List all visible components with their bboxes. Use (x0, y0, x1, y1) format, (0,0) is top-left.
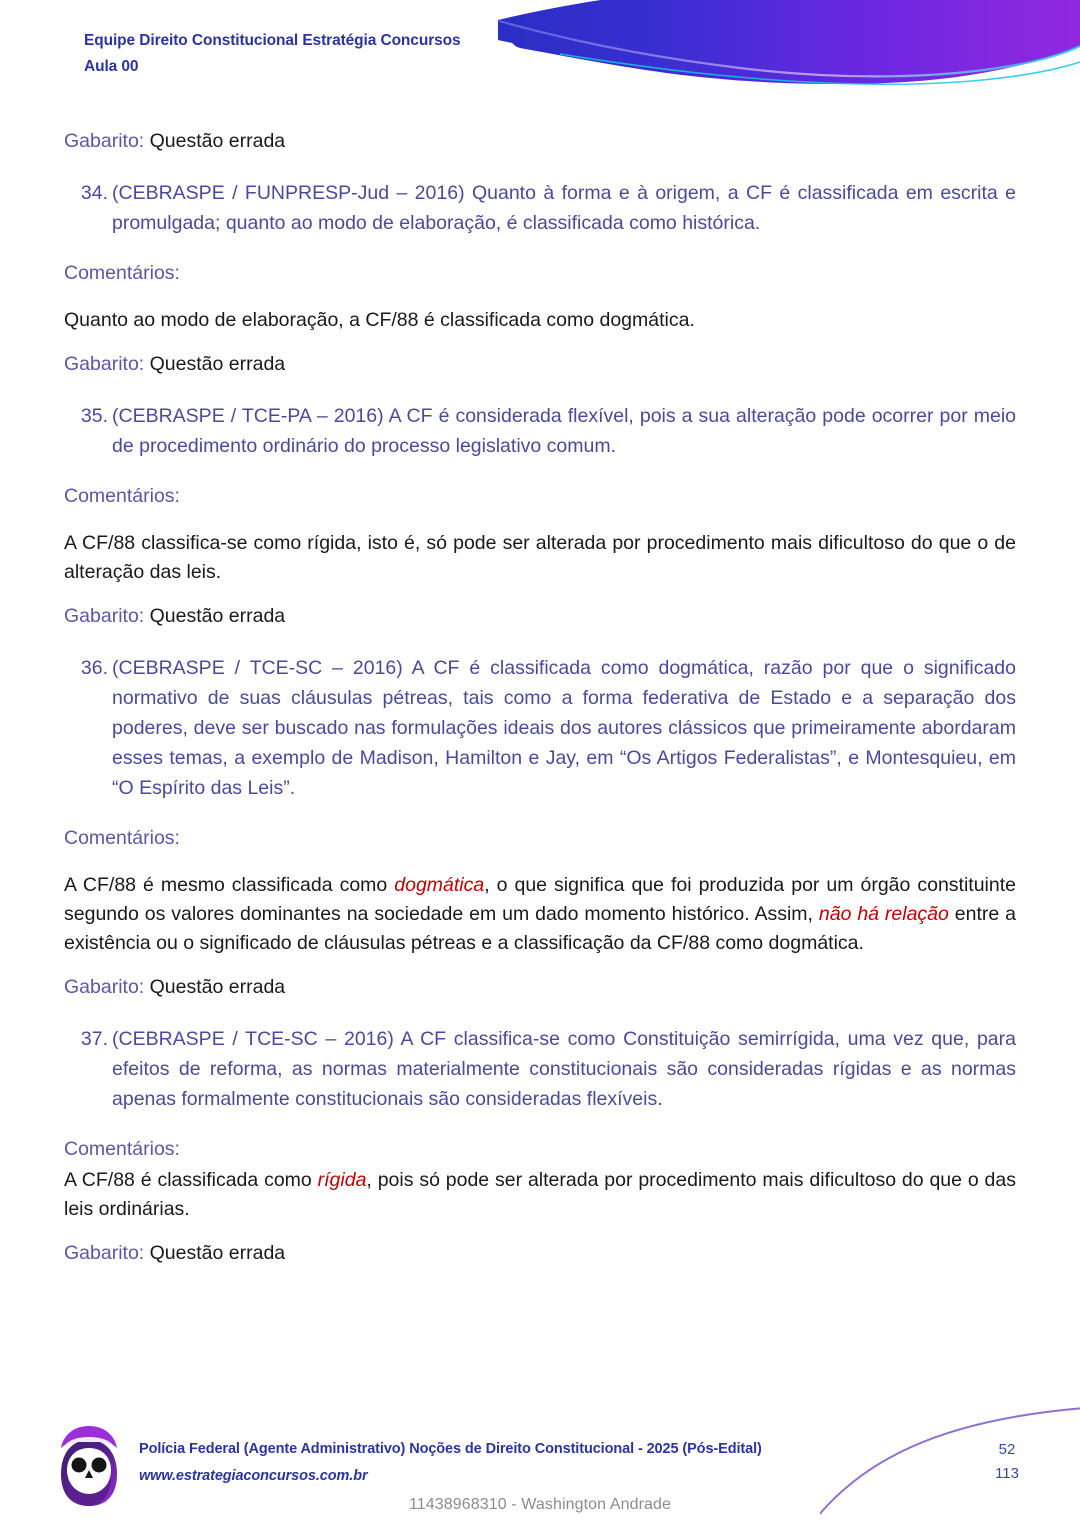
commentary-36-highlight-2: não há relação (818, 903, 949, 925)
gabarito-36 (64, 974, 1016, 1000)
comentarios-label-36: Comentários: (64, 827, 180, 849)
gabarito-35 (64, 603, 1016, 629)
document-body (0, 112, 1080, 1266)
question-37 (64, 1024, 1016, 1114)
footer-website-url[interactable]: www.estrategiaconcursos.com.br (139, 1468, 368, 1484)
commentary-36-part1: A CF/88 é mesmo classificada como (64, 874, 395, 896)
comentarios-label-35: Comentários: (64, 485, 180, 507)
question-36-text: (CEBRASPE / TCE-SC – 2016) A CF é classificada como dogmática, razão por que o significado normativo de suas cláusulas pétreas, tais como a forma federativa de Estado e a separação dos poderes, deve ser buscado nas formulações ideais dos autores clássicos que primeiramente abordaram esses temas, a exemplo de Madison, Hamilton e Jay, em “Os Artigos Federalistas”, e Montesquieu, em “O Espírito das Leis”. (112, 657, 1016, 799)
question-35-text: (CEBRASPE / TCE-PA – 2016) A CF é considerada flexível, pois a sua alteração pode ocorrer por meio de procedimento ordinário do processo legislativo comum. (112, 405, 1016, 457)
gabarito-value: Questão errada (144, 605, 286, 627)
gabarito-label: Gabarito: (64, 353, 145, 375)
gabarito-value: Questão errada (144, 353, 286, 375)
user-watermark: 11438968310 - Washington Andrade (408, 1496, 672, 1513)
commentary-37-highlight-1: rígida (317, 1169, 367, 1191)
page-number: 52 (998, 1441, 1016, 1458)
gabarito-33 (64, 128, 1016, 154)
gabarito-value: Questão errada (144, 1242, 286, 1264)
header-line-2: Aula 00 (84, 58, 139, 75)
commentary-36-highlight-1: dogmática (394, 874, 485, 896)
commentary-37 (64, 1166, 1016, 1224)
gabarito-label: Gabarito: (64, 605, 145, 627)
commentary-35: A CF/88 classifica-se como rígida, isto é, só pode ser alterada por procedimento mais dificultoso do que o de alteração das leis. (64, 532, 1016, 583)
gabarito-label: Gabarito: (64, 130, 145, 152)
question-35 (64, 401, 1016, 461)
header-line-1: Equipe Direito Constitucional Estratégia Concursos (84, 32, 461, 49)
gabarito-37 (64, 1240, 1016, 1266)
commentary-34: Quanto ao modo de elaboração, a CF/88 é classificada como dogmática. (64, 309, 695, 331)
question-34 (64, 178, 1016, 238)
commentary-37-part2: , pois só pode ser alterada por procedimento mais dificultoso do que o das leis ordinárias. (64, 1169, 1016, 1220)
question-34-text: (CEBRASPE / FUNPRESP-Jud – 2016) Quanto à forma e à origem, a CF é classificada em escrita e promulgada; quanto ao modo de elaboração, é classificada como histórica. (112, 182, 1016, 234)
gabarito-value: Questão errada (144, 976, 286, 998)
commentary-36-part2: , o que significa que foi produzida por um órgão constituinte segundo os valores dominantes na sociedade em um dado momento histórico. Assim, (64, 874, 1016, 925)
question-37-number: 37. (80, 1028, 108, 1050)
question-37-text: (CEBRASPE / TCE-SC – 2016) A CF classifica-se como Constituição semirrígida, uma vez que, para efeitos de reforma, as normas materialmente constitucionais são consideradas rígidas e as normas apenas formalmente constitucionais são consideradas flexíveis. (112, 1028, 1016, 1110)
question-36-number: 36. (80, 657, 108, 679)
gabarito-34 (64, 351, 1016, 377)
comentarios-label-34: Comentários: (64, 262, 180, 284)
gabarito-value: Questão errada (144, 130, 286, 152)
page-header (0, 0, 1080, 100)
gabarito-label: Gabarito: (64, 976, 145, 998)
comentarios-label-37: Comentários: (64, 1138, 180, 1160)
footer-course-title: Polícia Federal (Agente Administrativo) Noções de Direito Constitucional - 2025 (Pós-Edital) (139, 1441, 762, 1457)
commentary-36-part3: entre a existência ou o significado de cláusulas pétreas e a classificação da CF/88 como dogmática. (64, 903, 1016, 954)
question-36 (64, 653, 1016, 803)
total-pages: 113 (995, 1465, 1019, 1482)
commentary-36 (64, 871, 1016, 958)
question-35-number: 35. (80, 405, 108, 427)
question-34-number: 34. (80, 182, 108, 204)
header-title-block (84, 28, 461, 80)
commentary-37-part1: A CF/88 é classificada como (64, 1169, 318, 1191)
gabarito-label: Gabarito: (64, 1242, 145, 1264)
